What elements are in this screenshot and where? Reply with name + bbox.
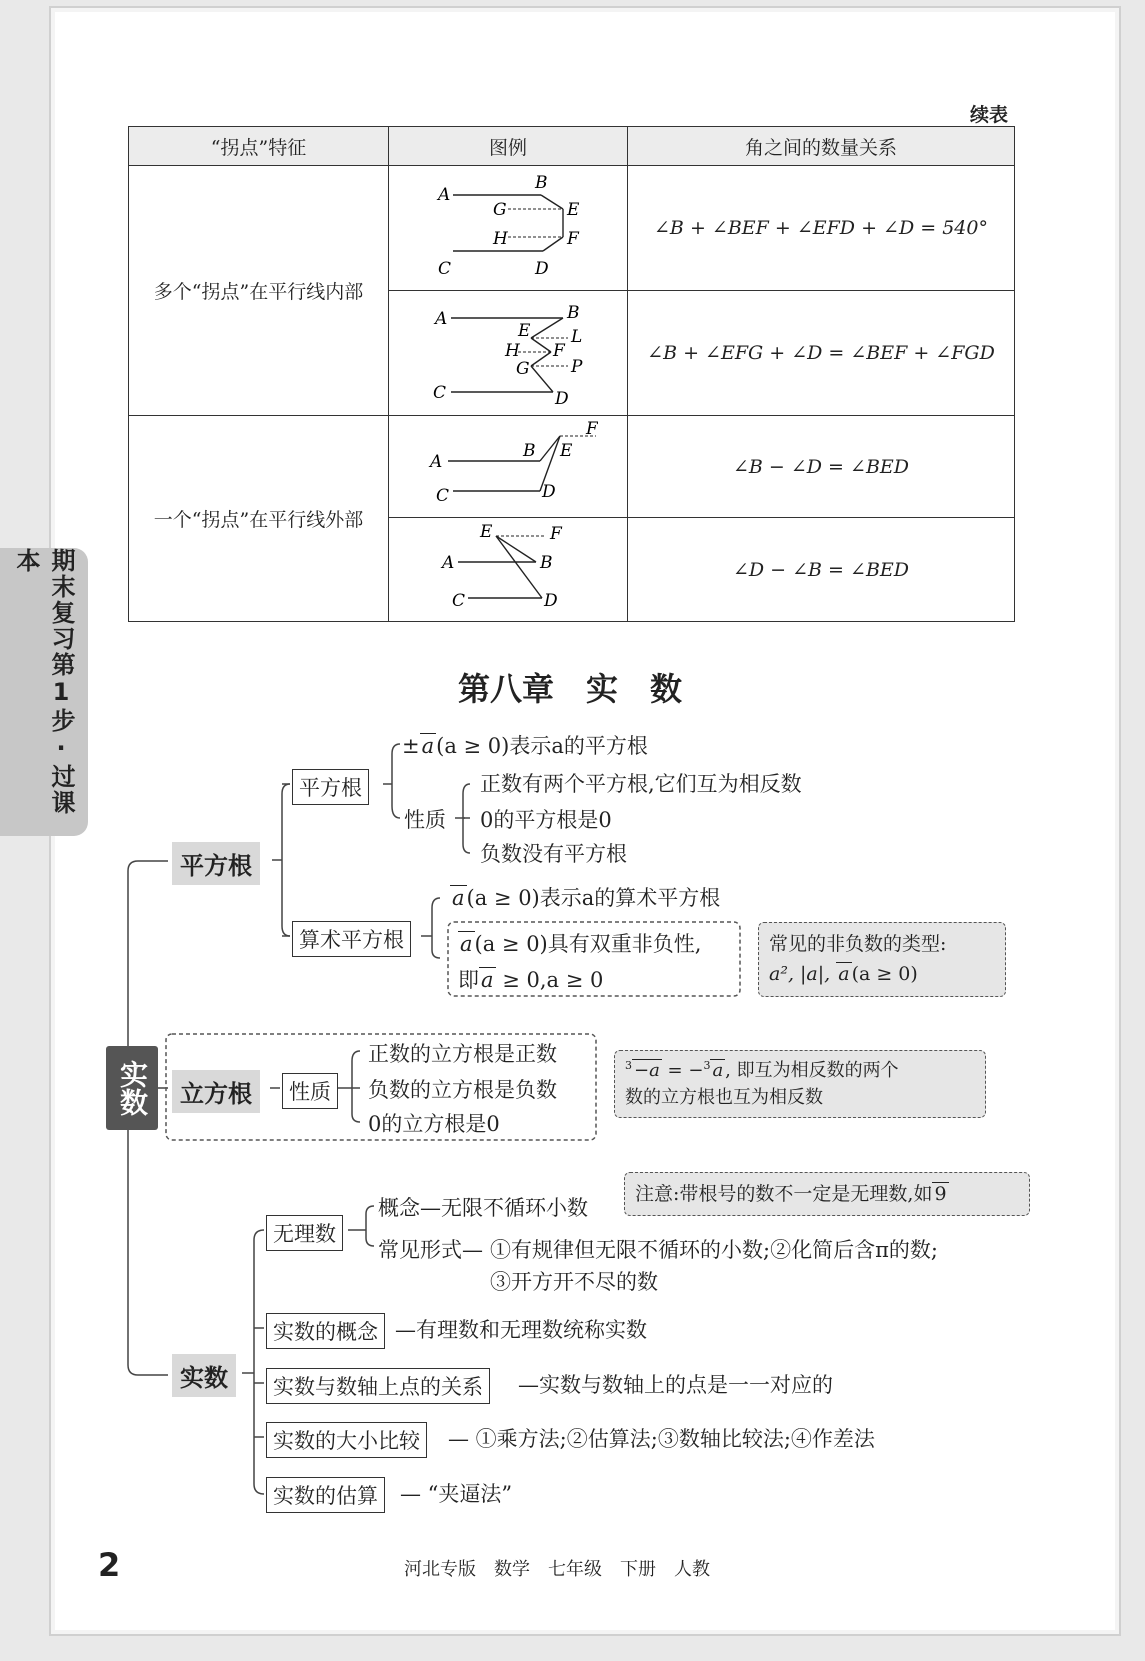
point-label: F — [586, 419, 598, 439]
table-header: 图例 — [389, 127, 628, 166]
point-label: D — [542, 482, 556, 502]
point-label: A — [430, 452, 443, 472]
point-label: D — [555, 388, 569, 409]
point-label: E — [518, 320, 531, 341]
real-item-desc: — “夹逼法” — [400, 1482, 513, 1506]
real-item-desc: — ①乘方法;②估算法;③数轴比较法;④作差法 — [448, 1427, 875, 1451]
sqrt-definition: ±a(a ≥ 0)表示a的平方根 — [402, 734, 648, 758]
point-label: D — [544, 591, 558, 611]
sqrt-prop-label: 性质 — [404, 808, 446, 832]
irrational-concept: 概念—无限不循环小数 — [378, 1196, 588, 1220]
point-label: P — [571, 356, 583, 377]
real-item-desc: —有理数和无理数统称实数 — [395, 1318, 647, 1342]
point-label: B — [567, 302, 580, 323]
point-label: G — [516, 358, 530, 379]
irrational-form-2: ③开方开不尽的数 — [490, 1270, 658, 1294]
irrational-form-1: ①有规律但无限不循环的小数;②化简后含π的数; — [490, 1238, 938, 1262]
point-label: A — [435, 308, 448, 329]
irrational-warning-note: 注意:带根号的数不一定是无理数,如 9 — [624, 1172, 1030, 1216]
point-label: C — [452, 591, 466, 611]
point-label: D — [535, 258, 549, 279]
arith-nonneg-line1: a(a ≥ 0)具有双重非负性, — [460, 932, 702, 956]
point-label: E — [480, 522, 493, 542]
nonneg-types-note: 常见的非负数的类型: a², |a|, a (a ≥ 0) — [758, 922, 1006, 997]
relation-cell: ∠D − ∠B = ∠BED — [628, 518, 1015, 622]
relation-cell: ∠B − ∠D = ∠BED — [628, 416, 1015, 518]
sqrt-prop: 0的平方根是0 — [480, 808, 612, 832]
point-label: H — [505, 340, 520, 361]
sqrt-main-label: 平方根 — [172, 842, 260, 885]
group-label: 多个“拐点”在平行线内部 — [129, 166, 389, 416]
point-label: B — [523, 441, 536, 461]
arith-nonneg-line2: 即a ≥ 0,a ≥ 0 — [458, 968, 604, 992]
arith-sqrt-definition: a(a ≥ 0)表示a的算术平方根 — [452, 886, 721, 910]
chapter-title: 第八章 实 数 — [458, 670, 683, 708]
point-label: F — [550, 524, 562, 544]
page-corner-label: 续表 — [970, 104, 1009, 126]
point-label: C — [438, 258, 452, 279]
point-label: G — [493, 199, 507, 220]
point-label: A — [442, 553, 455, 573]
real-item-label: 实数与数轴上点的关系 — [266, 1368, 490, 1404]
real-item-label: 实数的估算 — [266, 1477, 385, 1513]
relation-cell: ∠B + ∠BEF + ∠EFD + ∠D = 540° — [628, 166, 1015, 291]
point-label: L — [571, 326, 583, 347]
table-header: 角之间的数量关系 — [628, 127, 1015, 166]
page-number: 2 — [98, 1546, 121, 1584]
irrational-forms-label: 常见形式— — [378, 1238, 483, 1262]
cbrt-main-label: 立方根 — [172, 1070, 260, 1113]
real-item-desc: —实数与数轴上的点是一一对应的 — [518, 1373, 833, 1397]
real-item-label: 实数的概念 — [266, 1313, 385, 1349]
sqrt-prop: 负数没有平方根 — [480, 842, 627, 866]
point-label: H — [493, 228, 508, 249]
point-label: E — [567, 199, 580, 220]
point-label: A — [438, 184, 451, 205]
mindmap-root: 实数 — [106, 1046, 158, 1130]
point-label: F — [553, 340, 565, 361]
point-label: E — [560, 441, 573, 461]
point-label: F — [567, 228, 579, 249]
point-label: B — [535, 172, 548, 193]
side-tab: 期末复习第1步·过课本 — [0, 548, 88, 836]
relation-cell: ∠B + ∠EFG + ∠D = ∠BEF + ∠FGD — [628, 291, 1015, 416]
footer-text: 河北专版 数学 七年级 下册 人教 — [404, 1559, 710, 1580]
cbrt-prop-label: 性质 — [282, 1073, 338, 1109]
arith-sqrt-label: 算术平方根 — [292, 921, 411, 957]
irrational-label: 无理数 — [266, 1215, 343, 1251]
cbrt-prop: 正数的立方根是正数 — [368, 1042, 557, 1066]
point-label: C — [433, 382, 447, 403]
point-label: C — [436, 486, 450, 506]
cbrt-prop: 0的立方根是0 — [368, 1112, 500, 1136]
real-main-label: 实数 — [172, 1354, 236, 1397]
sqrt-sub-label: 平方根 — [292, 769, 369, 805]
point-label: B — [540, 553, 553, 573]
cbrt-opposite-note: $^3$ −a = −$^3$ a , 即互为相反数的两个 数的立方根也互为相反数 — [614, 1050, 986, 1118]
group-label: 一个“拐点”在平行线外部 — [129, 416, 389, 622]
real-item-label: 实数的大小比较 — [266, 1422, 427, 1458]
sqrt-prop: 正数有两个平方根,它们互为相反数 — [480, 772, 802, 796]
table-header: “拐点”特征 — [129, 127, 389, 166]
cbrt-prop: 负数的立方根是负数 — [368, 1078, 557, 1102]
